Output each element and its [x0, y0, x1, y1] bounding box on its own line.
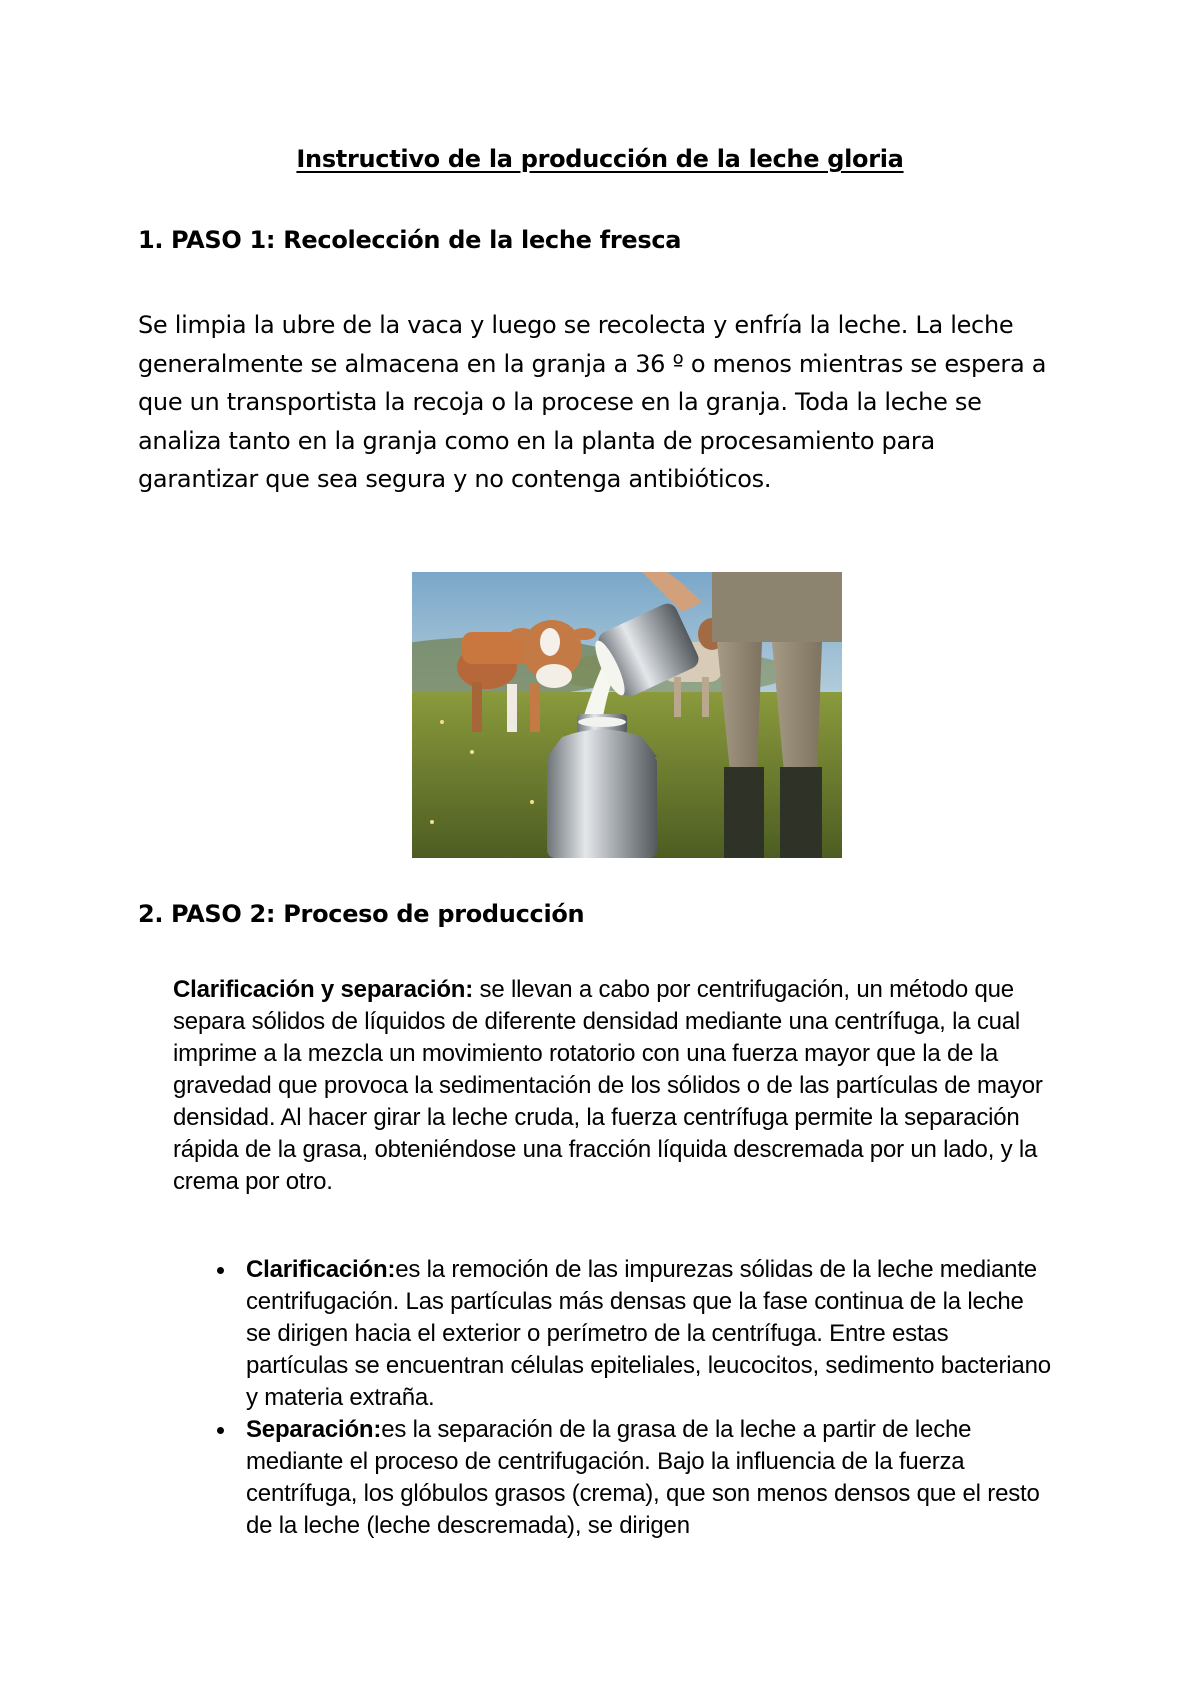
milk-pouring-photo-icon	[412, 572, 842, 858]
bullet-item-clarificacion	[173, 1254, 1053, 1414]
bullet-dot-icon	[217, 1267, 224, 1274]
step1-heading	[138, 226, 681, 254]
bullet-text: es la remoción de las impurezas sólidas de la leche mediante centrifugación. Las partículas más densas que la fase continua de la leche se dirigen hacia el exterior o perímetro de la centrífuga. Entre estas partículas se encuentran células epiteliales, leucocitos, sedimento bacteriano y materia extraña.	[246, 1256, 1051, 1411]
step1-heading-text: PASO 1: Recolección de la leche fresca	[171, 226, 682, 254]
step2-heading	[138, 900, 584, 928]
bullet-item-separacion	[173, 1414, 1053, 1542]
step2-intro-bold: Clarificación y separación:	[173, 976, 474, 1003]
bullet-bold-label: Clarificación:	[246, 1256, 396, 1283]
bullet-text: es la separación de la grasa de la leche a partir de leche mediante el proceso de centrifugación. Bajo la influencia de la fuerza centrífuga, los glóbulos grasos (crema), que son menos densos que el resto de la leche (leche descremada), se dirigen	[246, 1416, 1040, 1539]
bullet-dot-icon	[217, 1427, 224, 1434]
step1-paragraph: Se limpia la ubre de la vaca y luego se recolecta y enfría la leche. La leche generalmente se almacena en la granja a 36 º o menos mientras se espera a que un transportista la recoja o la procese en la granja. Toda la leche se analiza tanto en la granja como en la planta de procesamiento para garantizar que sea segura y no contenga antibióticos.	[138, 311, 1047, 493]
step1-number: 1.	[138, 226, 164, 254]
step2-intro-text: se llevan a cabo por centrifugación, un método que separa sólidos de líquidos de diferente densidad mediante una centrífuga, la cual imprime a la mezcla un movimiento rotatorio con una fuerza mayor que la de la gravedad que provoca la sedimentación de los sólidos o de las partículas de mayor densidad. Al hacer girar la leche cruda, la fuerza centrífuga permite la separación rápida de la grasa, obteniéndose una fracción líquida descremada por un lado, y la crema por otro.	[173, 976, 1043, 1195]
document-title	[0, 145, 1200, 173]
step2-bullet-list	[173, 1254, 1053, 1542]
step2-heading-text: PASO 2: Proceso de producción	[171, 900, 585, 928]
step2-number: 2.	[138, 900, 164, 928]
step2-intro-paragraph	[173, 974, 1053, 1198]
document-title-text: Instructivo de la producción de la leche gloria	[296, 145, 904, 173]
bullet-bold-label: Separación:	[246, 1416, 382, 1443]
